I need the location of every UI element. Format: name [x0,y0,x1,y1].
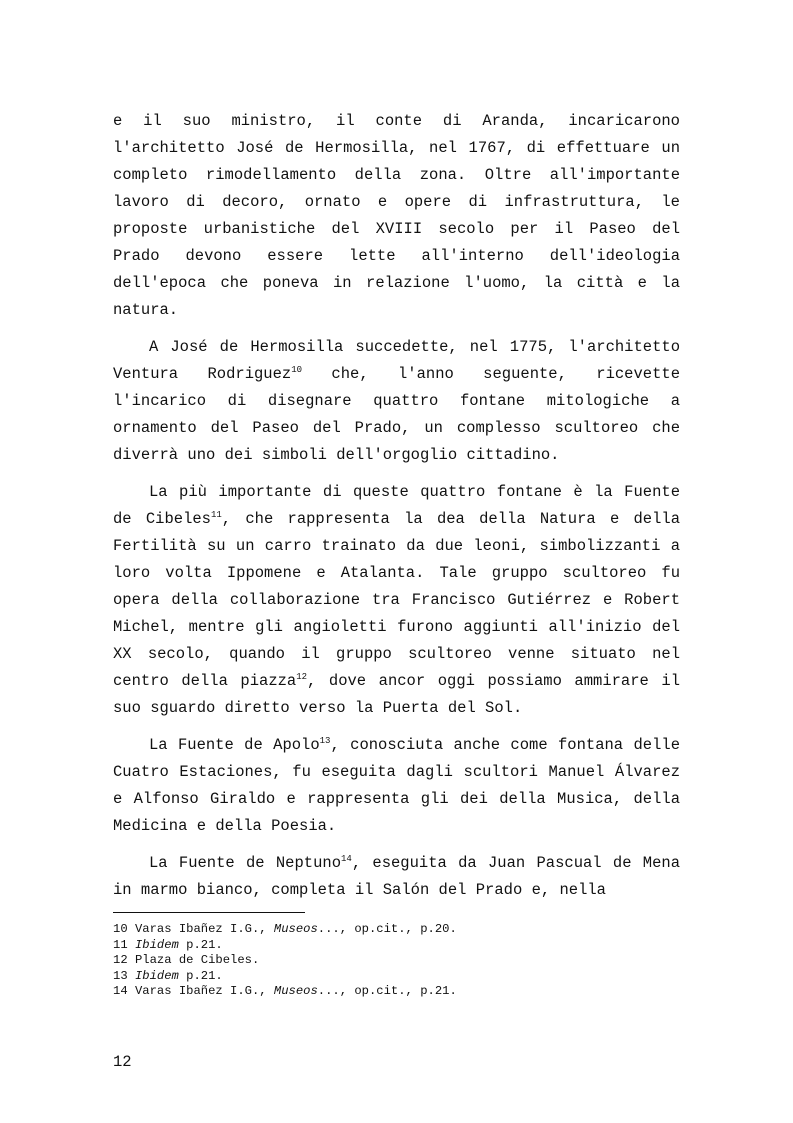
footnote-11-text-a: 11 [113,937,135,952]
paragraph-4 [113,732,680,840]
footnote-ref-11: 11 [210,509,222,520]
paragraph-4-text-a: La Fuente de Apolo [149,736,320,754]
footnote-ref-10: 10 [291,364,303,375]
paragraph-4-text-b: , conosciuta anche come fontana delle Cuatro Estaciones, fu eseguita dagli scultori Manuel Álvarez e Alfonso Giraldo e rappresenta gli dei della Musica, della Medicina e della Poesia. [113,736,680,835]
paragraph-3-text-a: La più importante di queste quattro fontane è la Fuente de Cibeles [113,483,680,528]
footnote-10 [113,922,680,938]
page-body [113,108,680,914]
footnote-11-italic: Ibidem [134,937,179,952]
footnote-13 [113,969,680,985]
paragraph-1-text: e il suo ministro, il conte di Aranda, incaricarono l'architetto José de Hermosilla, nel 1767, di effettuare un completo rimodellamento della zona. Oltre all'importante lavoro di decoro, ornato e opere di infrastruttura, le proposte urbanistiche del XVIII secolo per il Paseo del Prado devono essere lette all'interno dell'ideologia dell'epoca che poneva in relazione l'uomo, la città e la natura. [113,112,680,319]
footnote-10-italic: Museos [273,922,318,936]
footnote-10-text-a: 10 Varas Ibañez I.G., [113,922,274,936]
paragraph-5 [113,850,680,904]
paragraph-3-text-b: , che rappresenta la dea della Natura e della Fertilità su un carro trainato da due leoni, simbolizzanti a loro volta Ippomene e Atalanta. Tale gruppo scultoreo fu opera della collaborazione tra Francisco Gutiérrez e Robert Michel, mentre gli angioletti furono aggiunti all'inizio del XX secolo, quando il gruppo scultoreo venne situato nel centro della piazza [113,510,681,690]
footnote-ref-12: 12 [296,671,308,682]
footnote-divider [113,912,305,913]
footnote-13-italic: Ibidem [134,968,179,983]
paragraph-1 [113,108,680,324]
footnote-13-text-a: 13 [113,968,135,983]
footnote-11 [113,938,680,954]
footnote-14-text-a: 14 Varas Ibañez I.G., [113,984,274,999]
footnote-13-text-b: p.21. [178,968,223,983]
footnote-14 [113,984,680,1000]
paragraph-5-text-b: , eseguita da Juan Pascual de Mena in marmo bianco, completa il Salón del Prado e, nella [113,854,680,899]
paragraph-3-text-c: , dove ancor oggi possiamo ammirare il suo sguardo diretto verso la Puerta del Sol. [113,672,680,717]
paragraph-3 [113,479,680,722]
footnote-11-text-b: p.21. [178,937,223,952]
footnote-12 [113,953,680,969]
paragraph-2 [113,334,680,469]
paragraph-2-text-b: che, l'anno seguente, ricevette l'incarico di disegnare quattro fontane mitologiche a ornamento del Paseo del Prado, un complesso scultoreo che diverrà uno dei simboli dell'orgoglio cittadino. [113,365,680,464]
footnote-14-italic: Museos [273,984,318,999]
footnotes [113,922,680,1000]
footnote-12-text-a: 12 Plaza de Cibeles. [113,953,260,968]
paragraph-5-text-a: La Fuente de Neptuno [149,854,341,872]
footnote-14-text-b: ..., op.cit., p.21. [317,984,457,999]
footnote-ref-13: 13 [319,735,331,746]
page-number: 12 [113,1053,132,1071]
footnote-10-text-b: ..., op.cit., p.20. [317,922,457,936]
paragraph-2-text-a: A José de Hermosilla succedette, nel 1775, l'architetto Ventura Rodriguez [113,338,680,383]
footnote-ref-14: 14 [341,853,352,864]
